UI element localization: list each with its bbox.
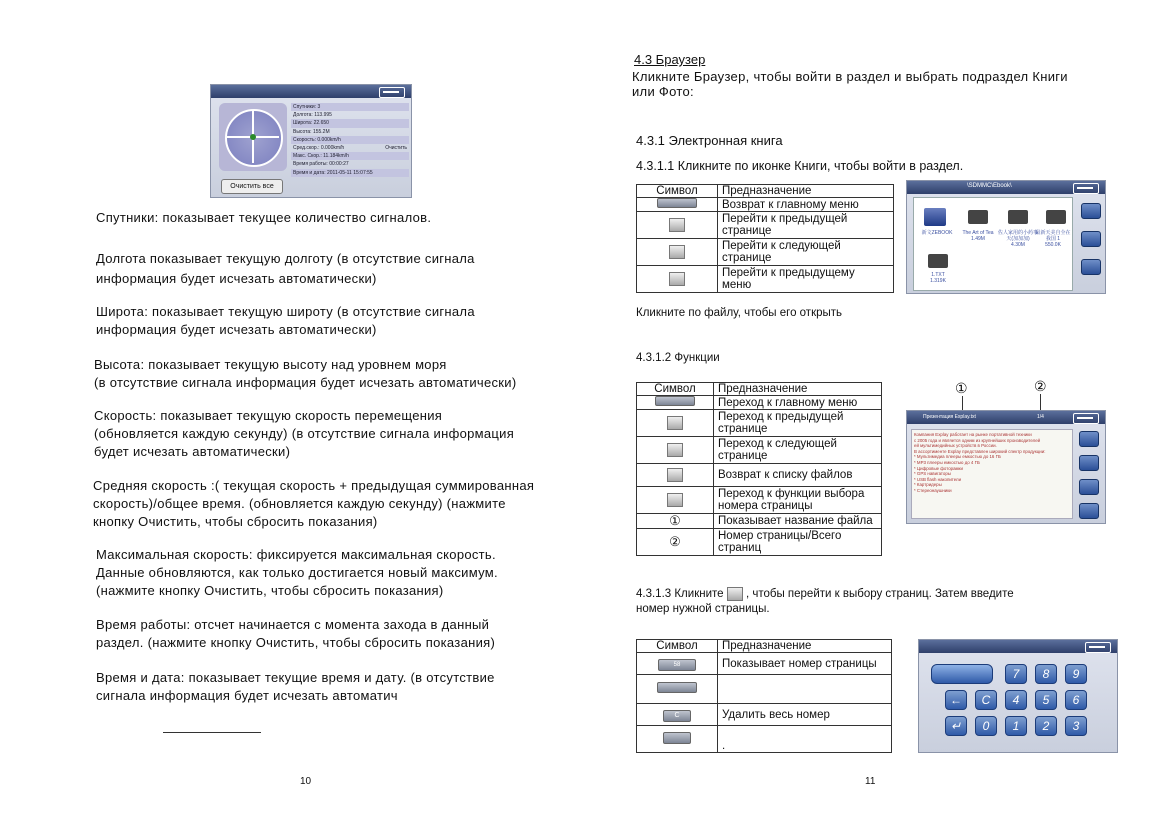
ebook-title: 4.3.1 Электронная книга bbox=[636, 133, 783, 148]
gps-field-row: Скорость: 0.000km/h bbox=[291, 136, 409, 144]
back-icon[interactable] bbox=[1073, 183, 1099, 194]
clear-all-button[interactable]: Очистить все bbox=[221, 179, 283, 194]
page-select-icon bbox=[727, 587, 743, 601]
key-9[interactable]: 9 bbox=[1065, 664, 1087, 684]
paragraph-speed: Скорость: показывает текущую скорость перемещения (обновляется каждую секунду) (в отсутствие сигнала информация будет исчезать автоматически) bbox=[94, 408, 515, 459]
keypad-screen bbox=[918, 639, 1118, 753]
path-title: \SDMMC\Ebook\ bbox=[967, 183, 1012, 189]
key-8[interactable]: 8 bbox=[1035, 664, 1057, 684]
marker-2-label: ② bbox=[1034, 378, 1047, 394]
page-number-left: 10 bbox=[300, 776, 312, 787]
key-7[interactable]: 7 bbox=[1005, 664, 1027, 684]
book-item-label: The Art of Tea 1.49M bbox=[962, 230, 994, 242]
page-select-icon bbox=[667, 493, 683, 507]
page-number-icon: 58 bbox=[658, 659, 696, 671]
table-header: Предназначение bbox=[718, 185, 894, 198]
table-cell: Перейти к предыдущему меню bbox=[718, 266, 894, 293]
clear-key[interactable]: C bbox=[975, 690, 997, 710]
next-page-button[interactable] bbox=[1081, 231, 1101, 247]
back-icon[interactable] bbox=[1085, 642, 1111, 653]
back-icon[interactable] bbox=[1073, 413, 1099, 424]
compass-icon bbox=[219, 103, 287, 171]
key-5[interactable]: 5 bbox=[1035, 690, 1057, 710]
gps-field-row: Высота: 155.2M bbox=[293, 128, 330, 135]
key-4[interactable]: 4 bbox=[1005, 690, 1027, 710]
return-icon bbox=[657, 198, 697, 208]
prev-page-button[interactable] bbox=[1079, 431, 1099, 447]
table-cell: Перейти к предыдущей странице bbox=[718, 212, 894, 239]
symbols-table-3 bbox=[636, 639, 892, 753]
gps-field-row: Время и дата: 2011-05-11 15:07:55 bbox=[291, 169, 409, 177]
next-page-icon bbox=[669, 245, 685, 259]
gps-fields bbox=[291, 103, 409, 177]
table-header: Предназначение bbox=[714, 383, 882, 396]
table-cell: . bbox=[718, 726, 892, 753]
book-item-label: 1.TXT 1.319K bbox=[930, 272, 946, 284]
gps-field-row: Спутники: 3 bbox=[291, 103, 409, 111]
marker-1-label: ① bbox=[955, 380, 968, 396]
paragraph-longitude: Долгота показывает текущую долготу (в отсутствие сигнала информация будет исчезать автоматически) bbox=[96, 251, 475, 286]
book-icon[interactable] bbox=[1046, 210, 1066, 224]
table-cell: Возврат к списку файлов bbox=[714, 464, 882, 487]
paragraph-latitude: Широта: показывает текущую широту (в отсутствие сигнала информация будет исчезать автоматически) bbox=[96, 304, 475, 337]
file-list-icon bbox=[667, 468, 683, 482]
table-cell: Показывает название файла bbox=[714, 514, 882, 529]
marker-1-icon: ① bbox=[669, 513, 681, 528]
symbols-table-2 bbox=[636, 382, 882, 556]
table-cell: Удалить весь номер bbox=[718, 704, 892, 726]
prev-page-button[interactable] bbox=[1081, 203, 1101, 219]
backspace-icon bbox=[663, 732, 691, 744]
table-cell: Переход к функции выбора номера страницы bbox=[714, 487, 882, 514]
back-icon[interactable] bbox=[379, 87, 405, 98]
symbols-table-1 bbox=[636, 184, 894, 293]
book-item-label: 新文ZEBOOK bbox=[921, 230, 953, 236]
table-header: Символ bbox=[637, 185, 718, 198]
next-page-icon bbox=[667, 443, 683, 457]
clear-button[interactable]: Очистить bbox=[385, 145, 407, 152]
folder-icon[interactable] bbox=[924, 208, 946, 226]
book-item-label: 佐人家用的小药事天(加加加) 4.30M bbox=[997, 230, 1038, 248]
open-file-text: Кликните по файлу, чтобы его открыть bbox=[636, 307, 843, 319]
step3-text bbox=[636, 587, 1014, 617]
paragraph-altitude: Высота: показывает текущую высоту над уровнем моря (в отсутствие сигнала информация будет исчезать автоматически) bbox=[94, 357, 517, 390]
gps-field-row: Макс. Скор.: 11.184km/h bbox=[291, 152, 409, 160]
home-button[interactable] bbox=[1081, 259, 1101, 275]
next-page-button[interactable] bbox=[1079, 455, 1099, 471]
page-number-display bbox=[931, 664, 993, 684]
page-select-button[interactable] bbox=[1079, 503, 1099, 519]
table-header: Символ bbox=[637, 383, 714, 396]
enter-key[interactable]: ↵ bbox=[945, 716, 967, 736]
table-cell bbox=[718, 675, 892, 704]
table-cell: Перейти к следующей странице bbox=[718, 239, 894, 266]
gps-field-row: Широта: 22.650 bbox=[291, 119, 409, 127]
ebook-step: 4.3.1.1 Кликните по иконке Книги, чтобы войти в раздел. bbox=[636, 159, 964, 173]
divider bbox=[163, 732, 261, 733]
file-list-button[interactable] bbox=[1079, 479, 1099, 495]
book-item-label: 最新天美自全在我国 1 550.0K bbox=[1035, 230, 1071, 248]
key-6[interactable]: 6 bbox=[1065, 690, 1087, 710]
gps-field-row: Сред.скор.: 0.000km/h Очистить bbox=[293, 145, 407, 152]
book-icon[interactable] bbox=[968, 210, 988, 224]
table-cell: Возврат к главному меню bbox=[718, 198, 894, 212]
prev-page-icon bbox=[667, 416, 683, 430]
step3-before: 4.3.1.3 Кликните bbox=[636, 588, 724, 601]
step3-after: , чтобы перейти к выбору страниц. Затем введите номер нужной страницы. bbox=[636, 588, 1014, 616]
backspace-key[interactable]: ← bbox=[945, 690, 967, 710]
return-icon bbox=[655, 396, 695, 406]
prev-page-icon bbox=[669, 218, 685, 232]
table-cell: Переход к главному меню bbox=[714, 396, 882, 410]
gps-screen-image bbox=[210, 84, 412, 198]
book-icon[interactable] bbox=[1008, 210, 1028, 224]
paragraph-avg-speed: Средняя скорость :( текущая скорость + предыдущая суммированная скорость)/общее время. (обновляется каждую секунду) (нажмите кнопку Очистить, чтобы сбросить показания) bbox=[93, 478, 535, 529]
table-header: Предназначение bbox=[718, 640, 892, 653]
gps-field-row: Время работы: 00:00:27 bbox=[293, 161, 349, 168]
paragraph-time-date: Время и дата: показывает текущие время и дату. (в отсутствие сигнала информация будет исчезать автоматич bbox=[96, 670, 495, 703]
page-number-right: 11 bbox=[865, 776, 876, 787]
gps-field-row: Долгота: 113.995 bbox=[293, 112, 332, 119]
paragraph-work-time: Время работы: отсчет начинается с момента захода в данный раздел. (нажмите кнопку Очистить, чтобы сбросить показания) bbox=[96, 617, 496, 650]
key-3[interactable]: 3 bbox=[1065, 716, 1087, 736]
table-cell: Переход к предыдущей странице bbox=[714, 410, 882, 437]
book-list bbox=[913, 197, 1073, 291]
paragraph-satellites: Спутники: показывает текущее количество сигналов. bbox=[96, 210, 432, 225]
marker-2-icon: ② bbox=[669, 534, 681, 549]
reader-screen bbox=[906, 410, 1106, 524]
table-cell: Показывает номер страницы bbox=[718, 653, 892, 675]
book-icon[interactable] bbox=[928, 254, 948, 268]
clear-icon: C bbox=[663, 710, 691, 722]
reader-text: Компания Explay работает на рынке портативной техники с 2005 года и является одним из крупнейших производителей ей мультимедийных устройств в России. В ассортименте Explay представлен широкий спектр продукции: * Мультимедиа плееры емкостью до 16 ГБ * MP3 плееры емкостью до 4 ГБ * Цифровые фоторамки * GPS навигаторы * USB flash накопители * Картридеры * Стереонаушники bbox=[911, 429, 1073, 519]
section-title: 4.3 Браузер bbox=[634, 52, 706, 67]
prev-menu-icon bbox=[669, 272, 685, 286]
table-cell: Переход к следующей странице bbox=[714, 437, 882, 464]
functions-title: 4.3.1.2 Функции bbox=[636, 352, 720, 364]
key-1[interactable]: 1 bbox=[1005, 716, 1027, 736]
return-icon bbox=[657, 682, 697, 693]
paragraph-max-speed: Максимальная скорость: фиксируется максимальная скорость. Данные обновляются, как только достигается новый максимум. (нажмите кнопку Очистить, чтобы сбросить показания) bbox=[96, 547, 498, 598]
table-header: Символ bbox=[637, 640, 718, 653]
key-0[interactable]: 0 bbox=[975, 716, 997, 736]
book-browser-screen bbox=[906, 180, 1106, 294]
reader-file-name: Презентация Explay.txt bbox=[923, 414, 976, 420]
reader-page-counter: 1/4 bbox=[1037, 414, 1044, 420]
intro-text: Кликните Браузер, чтобы войти в раздел и выбрать подраздел Книги или Фото: bbox=[632, 69, 1068, 99]
table-cell: Номер страницы/Всего страниц bbox=[714, 529, 882, 556]
key-2[interactable]: 2 bbox=[1035, 716, 1057, 736]
